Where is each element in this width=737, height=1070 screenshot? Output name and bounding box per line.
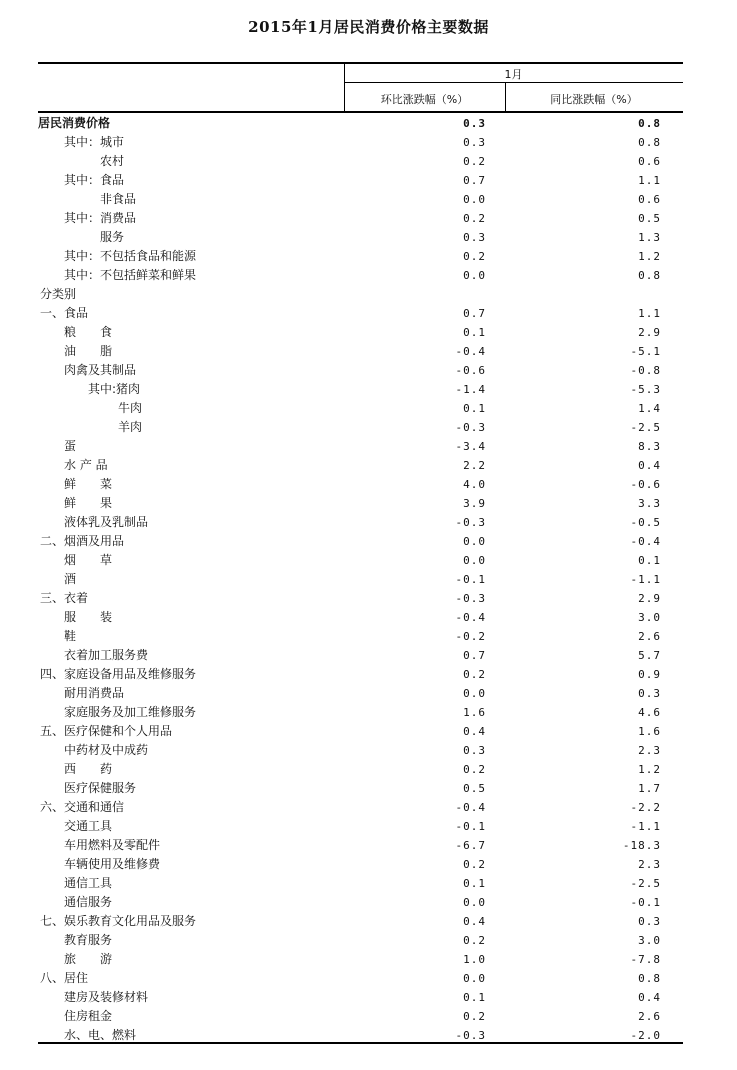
table-row	[38, 912, 683, 931]
row-label: 西 药	[64, 762, 113, 776]
table-row	[38, 551, 683, 570]
table-row	[38, 646, 683, 665]
row-label: 医疗保健服务	[64, 781, 137, 795]
row-label: 服 装	[64, 610, 113, 624]
mom-value: 3.9	[463, 497, 486, 510]
table-row	[38, 950, 683, 969]
table-row	[38, 627, 683, 646]
yoy-value: 2.9	[638, 326, 661, 339]
yoy-value: 2.3	[638, 858, 661, 871]
table-row	[38, 475, 683, 494]
row-label: 教育服务	[64, 933, 113, 947]
mom-value: -3.4	[455, 440, 486, 453]
mom-value: -1.4	[455, 383, 486, 396]
table-row	[38, 304, 683, 323]
yoy-value: -1.1	[630, 573, 661, 586]
mom-value: 1.0	[463, 953, 486, 966]
mom-value: 0.3	[463, 231, 486, 244]
mom-value: 0.7	[463, 307, 486, 320]
mom-value: 0.0	[463, 193, 486, 206]
table-row	[38, 171, 683, 190]
row-label: 通信服务	[64, 895, 113, 909]
mom-value: 0.0	[463, 896, 486, 909]
table-row	[38, 589, 683, 608]
mom-value: 0.2	[463, 668, 486, 681]
row-label: 建房及装修材料	[64, 990, 149, 1004]
yoy-value: -2.5	[630, 421, 661, 434]
row-label: 二、烟酒及用品	[40, 534, 125, 548]
row-label: 烟 草	[64, 553, 113, 567]
mom-value: 0.2	[463, 1010, 486, 1023]
month-header-rule	[344, 82, 683, 83]
yoy-value: 0.6	[638, 193, 661, 206]
row-label: 水、电、燃料	[64, 1028, 137, 1042]
mom-value: 0.0	[463, 687, 486, 700]
table-row	[38, 456, 683, 475]
row-label: 其中：消费品	[64, 211, 137, 225]
row-label: 五、医疗保健和个人用品	[40, 724, 173, 738]
table-row	[38, 247, 683, 266]
table-row	[38, 494, 683, 513]
table-row	[38, 931, 683, 950]
table-body	[38, 114, 683, 1045]
row-label: 液体乳及乳制品	[64, 515, 149, 529]
yoy-value: 3.0	[638, 934, 661, 947]
row-label: 旅 游	[64, 952, 113, 966]
row-label: 水 产 品	[64, 458, 108, 472]
row-label: 六、交通和通信	[40, 800, 125, 814]
yoy-value: 0.8	[638, 117, 661, 130]
row-label: 农村	[100, 154, 125, 168]
mom-value: -0.3	[455, 592, 486, 605]
yoy-header: 同比涨跌幅（%）	[550, 93, 638, 106]
mom-value: 0.1	[463, 326, 486, 339]
table-row	[38, 608, 683, 627]
table-row	[38, 133, 683, 152]
mom-value: -0.3	[455, 421, 486, 434]
row-label: 衣着加工服务费	[64, 648, 149, 662]
table-row	[38, 418, 683, 437]
mom-value: -0.3	[455, 1029, 486, 1042]
mom-value: -0.4	[455, 345, 486, 358]
row-label: 油 脂	[64, 344, 113, 358]
row-label: 非食品	[100, 192, 137, 206]
mom-value: 0.2	[463, 763, 486, 776]
row-label: 住房租金	[64, 1009, 113, 1023]
yoy-value: 2.6	[638, 630, 661, 643]
yoy-value: -2.5	[630, 877, 661, 890]
yoy-value: 0.3	[638, 687, 661, 700]
table-row	[38, 285, 683, 304]
row-label: 牛肉	[118, 401, 143, 415]
yoy-value: 1.7	[638, 782, 661, 795]
mom-value: 0.2	[463, 934, 486, 947]
mom-value: 0.3	[463, 136, 486, 149]
mom-value: 0.3	[463, 744, 486, 757]
row-label: 鲜 果	[64, 496, 113, 510]
table-row	[38, 266, 683, 285]
table-row	[38, 988, 683, 1007]
table-row	[38, 323, 683, 342]
row-label: 蛋	[64, 439, 77, 453]
row-label: 粮 食	[64, 325, 113, 339]
row-label: 耐用消费品	[64, 686, 125, 700]
yoy-value: 5.7	[638, 649, 661, 662]
table-row	[38, 380, 683, 399]
page-title: 2015年1月居民消费价格主要数据	[248, 18, 489, 36]
table-row	[38, 798, 683, 817]
row-label: 鞋	[64, 629, 77, 643]
mom-value: -0.4	[455, 801, 486, 814]
table-row	[38, 399, 683, 418]
mom-value: 0.2	[463, 250, 486, 263]
yoy-value: 0.8	[638, 136, 661, 149]
mom-value: 0.2	[463, 155, 486, 168]
yoy-value: 0.4	[638, 991, 661, 1004]
row-label: 分类别	[40, 287, 77, 301]
mom-value: 0.0	[463, 972, 486, 985]
table-row	[38, 228, 683, 247]
yoy-value: 1.2	[638, 763, 661, 776]
row-label: 三、衣着	[40, 591, 89, 605]
yoy-value: -7.8	[630, 953, 661, 966]
table-row	[38, 570, 683, 589]
yoy-value: 3.3	[638, 497, 661, 510]
yoy-value: 0.6	[638, 155, 661, 168]
row-label: 鲜 菜	[64, 477, 113, 491]
yoy-value: -18.3	[622, 839, 661, 852]
table-row	[38, 342, 683, 361]
mom-value: 0.3	[463, 117, 486, 130]
row-label: 家庭服务及加工维修服务	[64, 705, 197, 719]
mom-value: -6.7	[455, 839, 486, 852]
table-row	[38, 361, 683, 380]
yoy-value: -5.1	[630, 345, 661, 358]
mom-value: 2.2	[463, 459, 486, 472]
mom-value: 0.7	[463, 174, 486, 187]
row-label: 服务	[100, 230, 125, 244]
yoy-value: 0.3	[638, 915, 661, 928]
mom-value: 0.4	[463, 915, 486, 928]
table-row	[38, 836, 683, 855]
mom-value: 0.5	[463, 782, 486, 795]
table-row	[38, 874, 683, 893]
row-label: 酒	[64, 572, 77, 586]
table-row	[38, 114, 683, 133]
yoy-value: -5.3	[630, 383, 661, 396]
yoy-value: -0.5	[630, 516, 661, 529]
row-label: 羊肉	[118, 420, 143, 434]
yoy-value: 1.3	[638, 231, 661, 244]
yoy-value: 1.1	[638, 174, 661, 187]
table-row	[38, 532, 683, 551]
yoy-value: 0.4	[638, 459, 661, 472]
table-row	[38, 969, 683, 988]
table-row	[38, 437, 683, 456]
table-row	[38, 779, 683, 798]
yoy-value: 1.6	[638, 725, 661, 738]
row-label: 八、居住	[40, 971, 89, 985]
mom-value: 0.1	[463, 877, 486, 890]
row-label: 其中：城市	[64, 135, 125, 149]
yoy-value: -0.4	[630, 535, 661, 548]
row-label: 车用燃料及零配件	[64, 838, 161, 852]
yoy-value: -2.2	[630, 801, 661, 814]
yoy-value: 1.1	[638, 307, 661, 320]
row-label: 七、娱乐教育文化用品及服务	[40, 914, 197, 928]
row-label: 其中：不包括食品和能源	[64, 249, 197, 263]
yoy-value: 2.6	[638, 1010, 661, 1023]
table-row	[38, 190, 683, 209]
yoy-value: -0.6	[630, 478, 661, 491]
mom-value: -0.6	[455, 364, 486, 377]
row-label: 四、家庭设备用品及维修服务	[40, 667, 197, 681]
table-row	[38, 817, 683, 836]
yoy-value: 0.1	[638, 554, 661, 567]
yoy-value: 8.3	[638, 440, 661, 453]
table-row	[38, 513, 683, 532]
mom-value: 0.7	[463, 649, 486, 662]
header-bottom-rule	[38, 111, 683, 113]
table-row	[38, 209, 683, 228]
table-row	[38, 722, 683, 741]
row-label: 其中：不包括鲜菜和鲜果	[64, 268, 197, 282]
yoy-value: 0.5	[638, 212, 661, 225]
table-row	[38, 152, 683, 171]
mom-value: -0.1	[455, 820, 486, 833]
mom-value: -0.2	[455, 630, 486, 643]
yoy-value: -0.1	[630, 896, 661, 909]
table-row	[38, 703, 683, 722]
mom-value: 0.2	[463, 858, 486, 871]
table-row	[38, 1007, 683, 1026]
mom-value: -0.4	[455, 611, 486, 624]
row-label: 一、食品	[40, 306, 89, 320]
mom-value: 0.4	[463, 725, 486, 738]
yoy-value: 1.2	[638, 250, 661, 263]
table-row	[38, 684, 683, 703]
table-row	[38, 760, 683, 779]
yoy-value: 0.8	[638, 972, 661, 985]
mom-value: 0.1	[463, 991, 486, 1004]
mom-value: 0.1	[463, 402, 486, 415]
yoy-value: -1.1	[630, 820, 661, 833]
yoy-value: 1.4	[638, 402, 661, 415]
row-label: 中药材及中成药	[64, 743, 149, 757]
mom-value: -0.3	[455, 516, 486, 529]
yoy-value: 0.8	[638, 269, 661, 282]
mom-value: 0.0	[463, 269, 486, 282]
yoy-value: 0.9	[638, 668, 661, 681]
yoy-value: 2.3	[638, 744, 661, 757]
row-label: 居民消费价格	[38, 116, 111, 130]
table-row	[38, 893, 683, 912]
row-label: 肉禽及其制品	[64, 363, 137, 377]
mom-header: 环比涨跌幅（%）	[380, 93, 469, 106]
yoy-value: -0.8	[630, 364, 661, 377]
table-row	[38, 855, 683, 874]
month-header: 1月	[504, 68, 523, 81]
table-top-rule	[38, 62, 683, 64]
row-label: 车辆使用及维修费	[64, 857, 161, 871]
row-label: 其中:猪肉	[88, 382, 141, 396]
mom-value: 0.0	[463, 554, 486, 567]
mom-value: -0.1	[455, 573, 486, 586]
mom-value: 1.6	[463, 706, 486, 719]
row-label: 通信工具	[64, 876, 113, 890]
mom-value: 4.0	[463, 478, 486, 491]
table-row	[38, 665, 683, 684]
table-row	[38, 1026, 683, 1045]
yoy-value: 4.6	[638, 706, 661, 719]
row-label: 交通工具	[64, 819, 113, 833]
yoy-value: 2.9	[638, 592, 661, 605]
yoy-value: -2.0	[630, 1029, 661, 1042]
mom-value: 0.0	[463, 535, 486, 548]
row-label: 其中：食品	[64, 173, 125, 187]
mom-value: 0.2	[463, 212, 486, 225]
yoy-value: 3.0	[638, 611, 661, 624]
table-row	[38, 741, 683, 760]
